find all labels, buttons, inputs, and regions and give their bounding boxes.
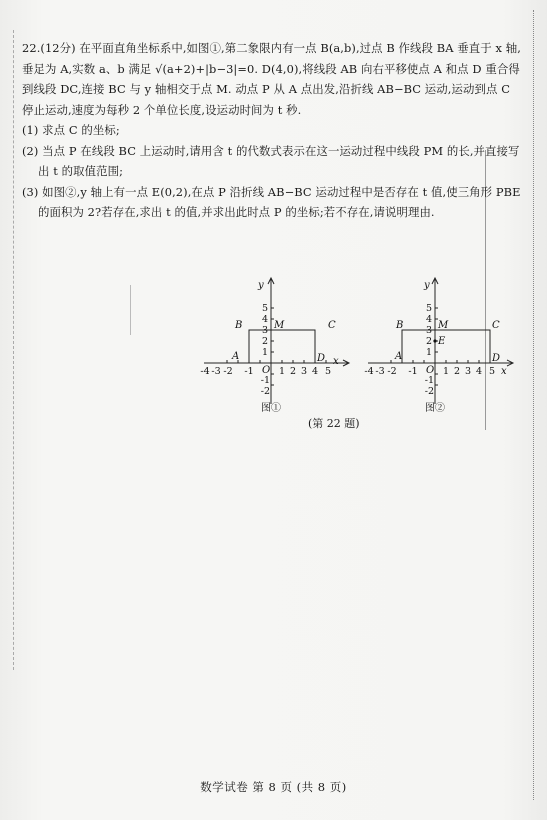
x-tick: 5 bbox=[324, 366, 332, 377]
y-tick: 5 bbox=[425, 303, 432, 314]
x-tick: -1 bbox=[408, 366, 418, 377]
figure-caption: (第 22 题) bbox=[308, 417, 360, 430]
point-a-label: A bbox=[395, 351, 403, 362]
question-22 bbox=[22, 38, 522, 223]
figure-1 bbox=[198, 270, 358, 419]
page-footer: 数学试卷 第 8 页 (共 8 页) bbox=[200, 780, 347, 794]
question-stem: 22.(12分) 在平面直角坐标系中,如图①,第二象限内有一点 B(a,b),过点 B 作线段 BA 垂直于 x 轴,垂足为 A,实数 a、b 满足 √(a+2)+|b−3|=0. D(4,0),将线段 AB 向右平移使点 A 和点 D 重合得到线段 DC,连接 BC 与 y 轴相交于点 M. 动点 P 从 A 点出发,沿折线 AB−BC 运动,运动到点 C 停止运动,速度为每秒 2 个单位长度,设运动时间为 t 秒. bbox=[22, 41, 521, 117]
x-axis-label: x bbox=[501, 366, 507, 377]
y-tick: -1 bbox=[424, 375, 434, 386]
y-tick: -2 bbox=[260, 386, 270, 397]
y-tick: 2 bbox=[425, 336, 432, 347]
x-tick: -3 bbox=[211, 366, 221, 377]
point-e-label: E bbox=[438, 336, 446, 347]
cut-line bbox=[533, 10, 534, 800]
binding-margin-line bbox=[13, 30, 14, 670]
x-tick: -2 bbox=[223, 366, 233, 377]
x-tick: -1 bbox=[244, 366, 254, 377]
y-tick: 1 bbox=[261, 347, 268, 358]
point-c-label: C bbox=[492, 320, 500, 331]
x-tick: 5 bbox=[488, 366, 496, 377]
point-c-label: C bbox=[328, 320, 336, 331]
point-e-dot bbox=[433, 339, 436, 342]
x-tick: 3 bbox=[300, 366, 308, 377]
y-tick: -2 bbox=[424, 386, 434, 397]
x-tick: -3 bbox=[375, 366, 385, 377]
x-tick: 2 bbox=[453, 366, 461, 377]
point-a-label: A bbox=[232, 351, 240, 362]
x-tick: 4 bbox=[475, 366, 483, 377]
point-m-label: M bbox=[274, 320, 285, 331]
scan-artifact-line bbox=[130, 285, 131, 335]
point-d-label: D bbox=[492, 353, 501, 364]
y-tick: 4 bbox=[425, 314, 432, 325]
y-axis-label: y bbox=[258, 280, 264, 291]
part-1: (1) 求点 C 的坐标; bbox=[22, 123, 120, 137]
point-b-label: B bbox=[396, 320, 404, 331]
point-d-label: D bbox=[317, 353, 326, 364]
figure-2 bbox=[362, 270, 522, 419]
x-tick: -4 bbox=[200, 366, 210, 377]
x-axis-label: x bbox=[333, 356, 339, 367]
x-tick: 1 bbox=[278, 366, 286, 377]
y-tick: -1 bbox=[260, 375, 270, 386]
y-tick: 2 bbox=[261, 336, 268, 347]
y-tick: 3 bbox=[261, 325, 268, 336]
x-tick: 3 bbox=[464, 366, 472, 377]
figure-2-plot bbox=[362, 270, 522, 415]
y-tick: 4 bbox=[261, 314, 268, 325]
x-tick: -2 bbox=[387, 366, 397, 377]
figure-1-label: 图① bbox=[261, 403, 281, 414]
x-tick: 2 bbox=[289, 366, 297, 377]
y-tick: 3 bbox=[425, 325, 432, 336]
x-tick: 4 bbox=[311, 366, 319, 377]
x-tick: -4 bbox=[364, 366, 374, 377]
y-tick: 1 bbox=[425, 347, 432, 358]
y-tick: 5 bbox=[261, 303, 268, 314]
origin-label: O bbox=[426, 365, 435, 376]
part-2: (2) 当点 P 在线段 BC 上运动时,请用含 t 的代数式表示在这一运动过程中线段 PM 的长,并直接写出 t 的取值范围; bbox=[22, 143, 520, 178]
point-b-label: B bbox=[235, 320, 243, 331]
x-tick: 1 bbox=[442, 366, 450, 377]
figure-2-label: 图② bbox=[425, 403, 445, 414]
y-axis-label: y bbox=[424, 280, 430, 291]
part-3: (3) 如图②,y 轴上有一点 E(0,2),在点 P 沿折线 AB−BC 运动过程中是否存在 t 值,使三角形 PBE 的面积为 2?若存在,求出 t 的值,并求出此时点 P 的坐标;若不存在,请说明理由. bbox=[22, 184, 521, 219]
point-m-label: M bbox=[438, 320, 449, 331]
figure-1-plot bbox=[198, 270, 358, 415]
origin-label: O bbox=[262, 365, 271, 376]
